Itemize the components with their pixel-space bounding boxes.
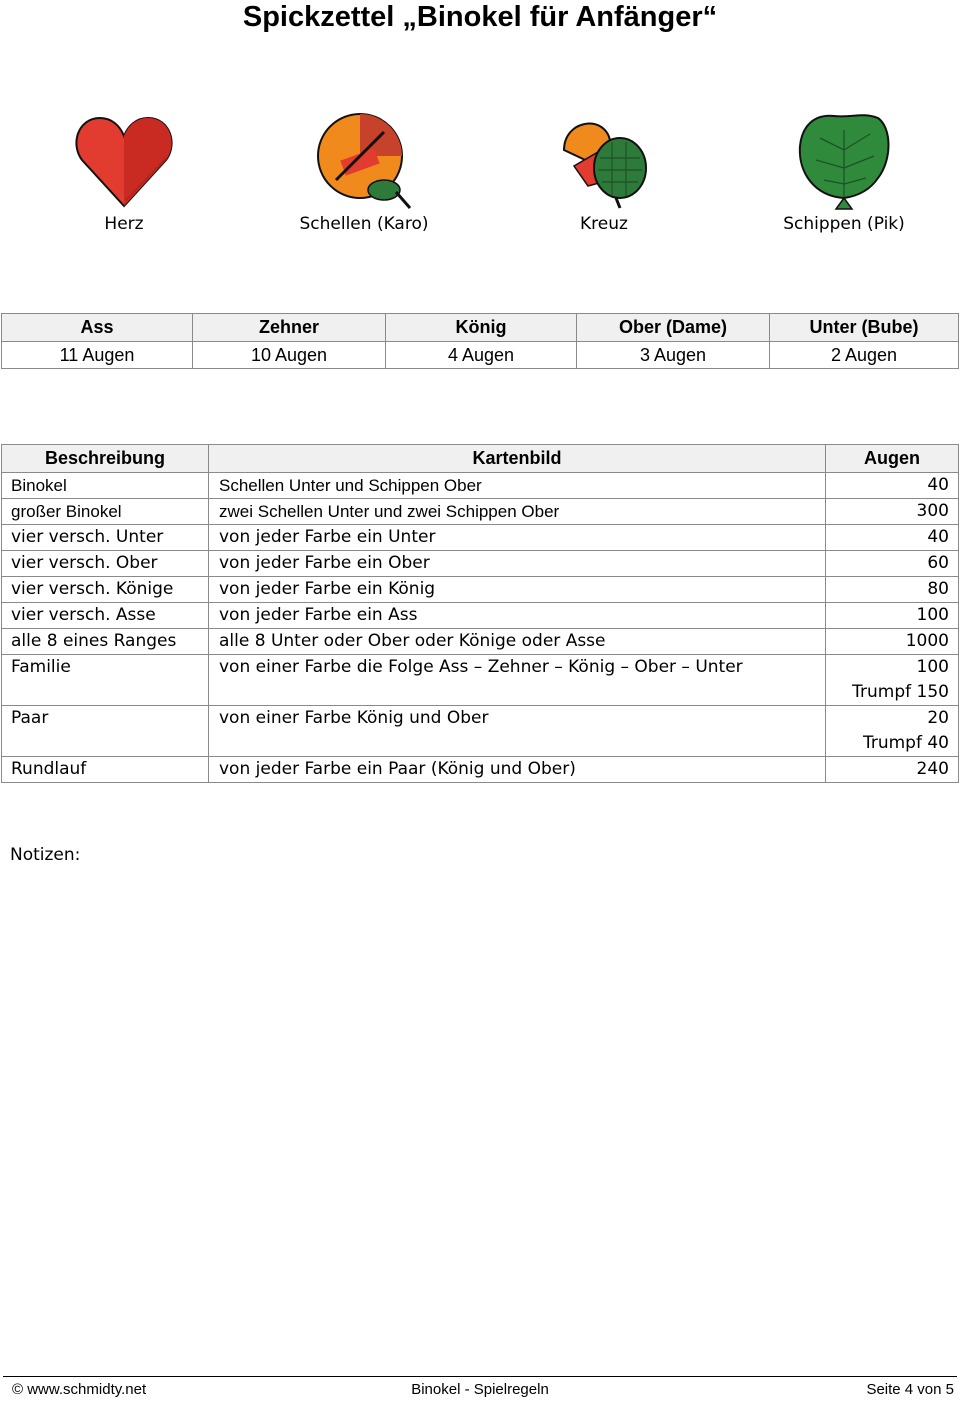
meld-points: 1000 [826,629,959,655]
meld-cards: von jeder Farbe ein Ober [209,551,826,577]
table-row [2,551,959,577]
meld-desc: großer Binokel [2,499,209,525]
table-row [2,629,959,655]
table-row [2,473,959,499]
table-row [2,655,959,706]
acorn-icon [554,110,654,210]
rank-header-ass: Ass [2,314,193,342]
meld-header-kartenbild: Kartenbild [209,445,826,473]
rank-header-ober: Ober (Dame) [577,314,770,342]
suit-label-herz: Herz [104,214,144,234]
meld-desc: vier versch. Ober [2,551,209,577]
footer-doc-title: Binokel - Spielregeln [411,1381,549,1398]
notes-label: Notizen: [10,845,81,865]
meld-cards: zwei Schellen Unter und zwei Schippen Ober [209,499,826,525]
suit-herz [4,110,244,210]
meld-table [1,444,959,783]
table-row [2,603,959,629]
rank-header-koenig: König [386,314,577,342]
suit-schippen [724,110,960,210]
meld-desc: vier versch. Könige [2,577,209,603]
footer-page-number: Seite 4 von 5 [866,1381,954,1398]
rank-value-ass: 11 Augen [2,342,193,369]
table-row [2,757,959,783]
meld-points [826,655,959,706]
rank-value-unter: 2 Augen [770,342,959,369]
meld-cards: von jeder Farbe ein Unter [209,525,826,551]
meld-points-trump: Trumpf 40 [862,733,949,753]
meld-cards: von jeder Farbe ein Ass [209,603,826,629]
suit-kreuz [484,110,724,210]
rank-value-zehner: 10 Augen [193,342,386,369]
footer-copyright: © www.schmidty.net [12,1381,147,1398]
meld-cards: Schellen Unter und Schippen Ober [209,473,826,499]
meld-desc: Familie [2,655,209,706]
meld-header-augen: Augen [826,445,959,473]
suit-schellen [244,110,484,210]
meld-cards: von einer Farbe König und Ober [209,706,826,757]
suit-label-schippen: Schippen (Pik) [783,214,905,234]
meld-points: 60 [826,551,959,577]
heart-icon [74,110,174,210]
meld-desc: Binokel [2,473,209,499]
suit-label-schellen: Schellen (Karo) [299,214,429,234]
meld-cards: von jeder Farbe ein Paar (König und Ober) [209,757,826,783]
rank-header-zehner: Zehner [193,314,386,342]
table-header-row [2,314,959,342]
rank-value-ober: 3 Augen [577,342,770,369]
bell-icon [314,110,414,210]
table-row [2,525,959,551]
meld-desc: vier versch. Asse [2,603,209,629]
meld-points-base: 20 [927,708,949,728]
table-header-row [2,445,959,473]
meld-desc: vier versch. Unter [2,525,209,551]
suit-label-kreuz: Kreuz [580,214,628,234]
meld-cards: alle 8 Unter oder Ober oder Könige oder Asse [209,629,826,655]
meld-points: 80 [826,577,959,603]
page-title: Spickzettel „Binokel für Anfänger“ [242,1,718,33]
rank-value-koenig: 4 Augen [386,342,577,369]
table-row [2,499,959,525]
meld-cards: von einer Farbe die Folge Ass – Zehner – König – Ober – Unter [209,655,826,706]
table-row [2,342,959,369]
meld-header-beschreibung: Beschreibung [2,445,209,473]
meld-points: 300 [826,499,959,525]
rank-points-table [1,313,959,369]
meld-desc: alle 8 eines Ranges [2,629,209,655]
meld-cards: von jeder Farbe ein König [209,577,826,603]
meld-desc: Rundlauf [2,757,209,783]
meld-points-trump: Trumpf 150 [852,682,949,702]
meld-points: 100 [826,603,959,629]
meld-desc: Paar [2,706,209,757]
meld-points: 240 [826,757,959,783]
meld-points [826,706,959,757]
meld-points: 40 [826,525,959,551]
meld-points-base: 100 [916,657,949,677]
rank-header-unter: Unter (Bube) [770,314,959,342]
table-row [2,706,959,757]
meld-points: 40 [826,473,959,499]
leaf-icon [794,110,894,210]
table-row [2,577,959,603]
footer-divider [3,1376,957,1377]
